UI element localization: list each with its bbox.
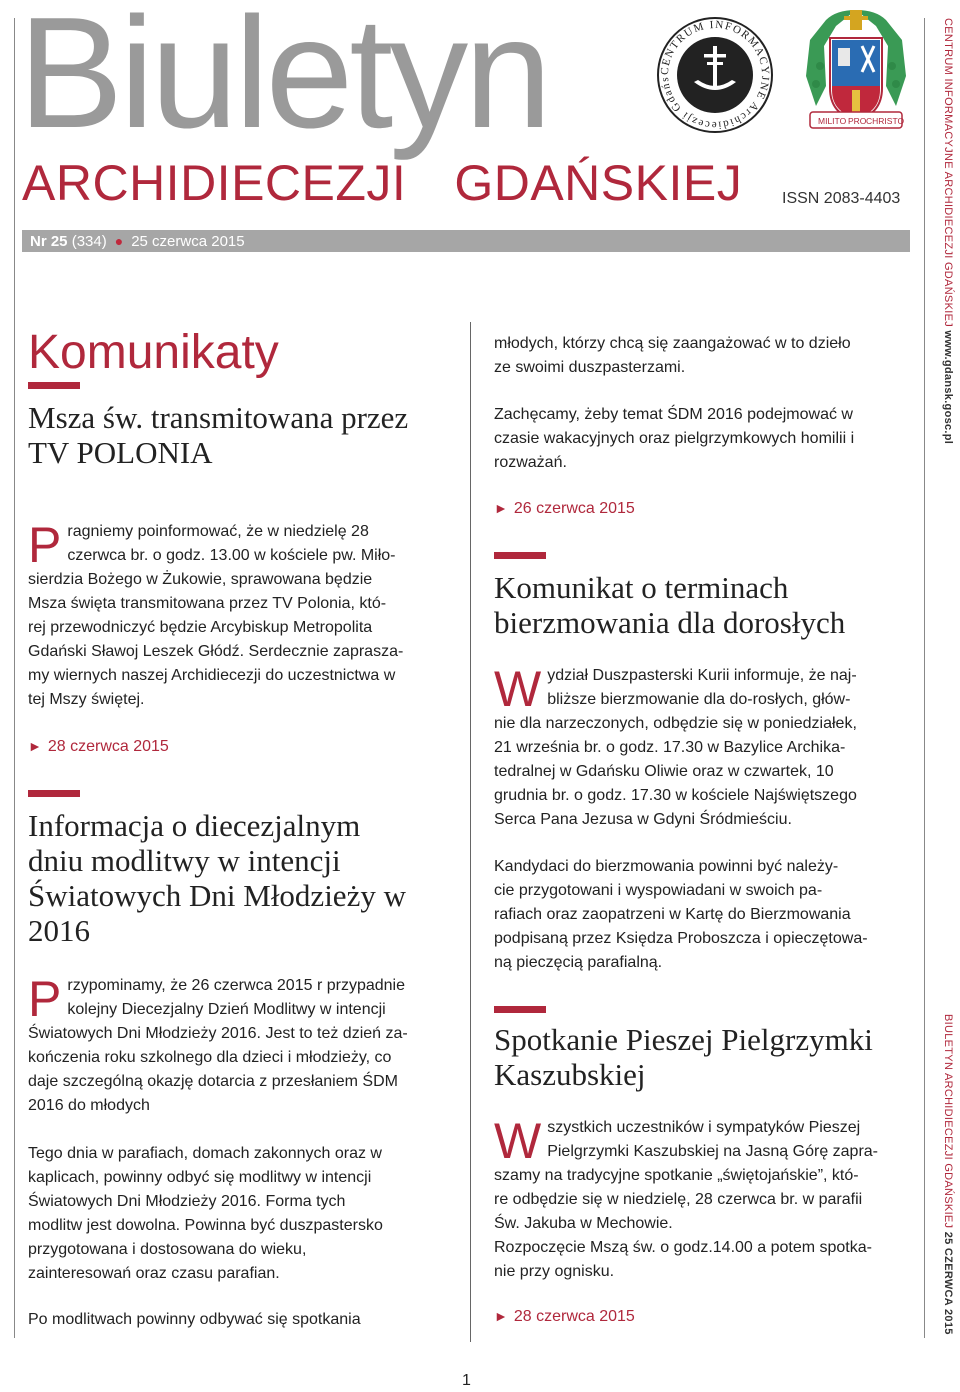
article-2-body-3: Po modlitwach powinny odbywać się spotkania bbox=[28, 1311, 361, 1328]
sidebar-top-text: CENTRUM INFORMACYJNE ARCHIDIECEZJI GDAŃSKIEJ www.gdansk.gosc.pl bbox=[942, 18, 954, 445]
article-1-title: Msza św. transmitowana przez TV POLONIA bbox=[28, 400, 409, 470]
article-rule bbox=[494, 552, 546, 559]
issue-number: Nr 25 bbox=[30, 233, 68, 250]
article-rule bbox=[28, 382, 80, 389]
article-rule bbox=[494, 1006, 546, 1013]
coat-of-arms bbox=[796, 6, 916, 136]
drop-cap: P bbox=[28, 517, 62, 573]
column-divider bbox=[470, 322, 471, 1342]
masthead-subtitle bbox=[22, 155, 743, 211]
issn: ISSN 2083-4403 bbox=[782, 190, 901, 207]
triangle-right-icon: ► bbox=[28, 738, 42, 754]
article-3-title: Komunikat o terminach bierzmowania dla dorosłych bbox=[494, 570, 846, 640]
left-frame-line bbox=[14, 18, 15, 1338]
article-2-date: ► 26 czerwca 2015 bbox=[494, 500, 635, 517]
bullet-icon: ● bbox=[114, 233, 124, 249]
article-1-date: ► 28 czerwca 2015 bbox=[28, 738, 169, 755]
issue-date: 25 czerwca 2015 bbox=[131, 233, 245, 250]
article-3-body-1: W ydział Duszpasterski Kurii informuje, że naj- bliższe bierzmowanie dla do-rosłych, głów- nie dla narzeczonych, odbędzie się w poniedziałek, 21 września br. o godz. 17.30 w Bazylice Archika- tedralnej w Gdańsku Oliwie oraz w czwartek, 10 grudnia br. o godz. 17.30 w kościele Najświętszego Serca Pana Jezusa w Gdyni Śródmieściu. bbox=[494, 661, 857, 828]
drop-cap: W bbox=[494, 1113, 542, 1169]
article-2-continued-1: młodych, którzy chcą się zaangażować w to dzieło ze swoimi duszpasterzami. bbox=[494, 335, 851, 376]
article-3-body-2: Kandydaci do bierzmowania powinni być należy- cie przygotowani i wyspowiadani w swoich pa- rafiach oraz zaopatrzeni w Kartę do Bierzmowania podpisaną przez Księdza Proboszcza i opieczętowa- ną pieczęcią parafialną. bbox=[494, 858, 868, 971]
masthead-subtitle-1: ARCHIDIECEZJI bbox=[22, 155, 407, 211]
right-frame-line bbox=[924, 18, 925, 1338]
info-center-logo bbox=[656, 16, 774, 134]
masthead-subtitle-2: GDAŃSKIEJ bbox=[454, 155, 743, 211]
drop-cap: W bbox=[494, 661, 542, 717]
article-2-body-2: Tego dnia w parafiach, domach zakonnych oraz w kaplicach, powinny odbyć się modlitwy w intencji Światowych Dni Młodzieży 2016. Forma tych modlitw jest dowolna. Powinna być duszpastersko przygotowana i dostosowana do wieku, zainteresowań oraz czasu parafian. bbox=[28, 1145, 383, 1282]
issue-sequence: (334) bbox=[71, 233, 107, 250]
sidebar-date: 25 CZERWCA 2015 bbox=[942, 1231, 954, 1335]
article-2-body-1: P rzypominamy, że 26 czerwca 2015 r przypadnie kolejny Diecezjalny Dzień Modlitwy w intencji Światowych Dni Młodzieży 2016. Jest to też dzień za- kończenia roku szkolnego dla dzieci i młodzieży, co daje szczególną okazję dotarcia z przesłaniem ŚDM 2016 do młodych bbox=[28, 971, 408, 1114]
issue-info bbox=[30, 231, 245, 252]
article-4-body: W szystkich uczestników i sympatyków Pieszej Pielgrzymki Kaszubskiej na Jasną Górę zapra- szamy na tradycyjne spotkanie „świętojańskie”, któ- re odbędzie się w niedzielę, 28 czerwca br. w parafii Św. Jakuba w Mechowie. Rozpoczęcie Mszą św. o godz.14.00 a potem spotka- nie przy ognisku. bbox=[494, 1113, 879, 1280]
crest-motto-2: PRO bbox=[848, 116, 867, 126]
sidebar-bottom-text: BIULETYN ARCHIDIECEZJI GDAŃSKIEJ 25 CZERWCA 2015 bbox=[942, 1014, 954, 1335]
masthead-title: Biuletyn bbox=[18, 0, 549, 161]
article-2-continued-2: Zachęcamy, żeby temat ŚDM 2016 podejmować w czasie wakacyjnych oraz pielgrzymkowych homilii i rozważań. bbox=[494, 406, 855, 471]
article-1-body: P ragniemy poinformować, że w niedzielę 28 czerwca br. o godz. 13.00 w kościele pw. Miło- sierdzia Bożego w Żukowie, sprawowana będzie Msza święta transmitowana przez TV Polonia, któ- rej przewodniczyć będzie Arcybiskup Metropolita Gdański Sławoj Leszek Głódź. Serdecznie zaprasza- my wiernych naszej Archidiecezji do uczestnictwa w tej Mszy świętej. bbox=[28, 517, 404, 708]
sidebar-url: www.gdansk.gosc.pl bbox=[942, 330, 954, 445]
article-4-title: Spotkanie Pieszej Pielgrzymki Kaszubskiej bbox=[494, 1022, 873, 1092]
drop-cap: P bbox=[28, 971, 62, 1027]
section-title: Komunikaty bbox=[28, 326, 279, 379]
article-2-title: Informacja o diecezjalnym dniu modlitwy w intencji Światowych Dni Młodzieży w 2016 bbox=[28, 808, 406, 948]
crest-motto-1: MILITO bbox=[818, 116, 847, 126]
triangle-right-icon: ► bbox=[494, 1308, 508, 1324]
article-4-date: ► 28 czerwca 2015 bbox=[494, 1308, 635, 1325]
crest-motto-3: CHRISTO bbox=[866, 116, 905, 126]
logo-ring-text: CENTRUM INFORMACYJNE Archidiecezji Gdańs bbox=[658, 18, 772, 132]
article-rule bbox=[28, 790, 80, 797]
page-number: 1 bbox=[462, 1372, 471, 1389]
triangle-right-icon: ► bbox=[494, 500, 508, 516]
